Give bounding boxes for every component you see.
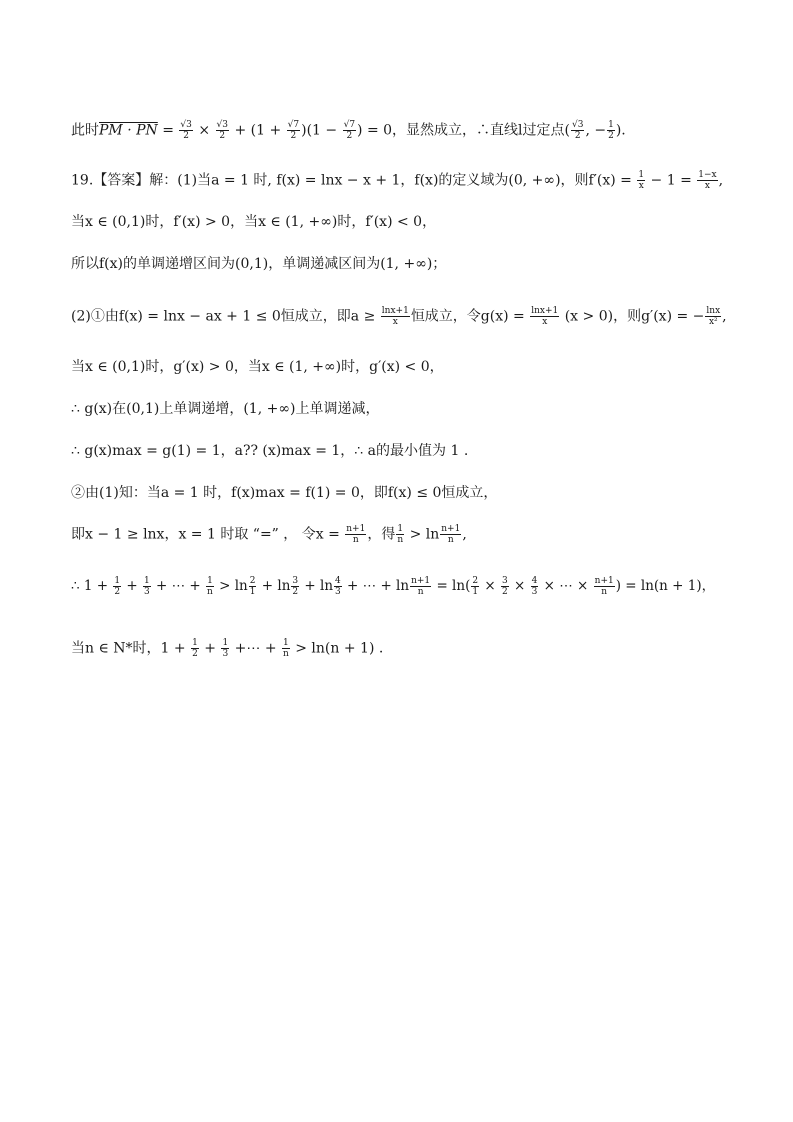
- line-5: (2)①由f(x) = lnx − ax + 1 ≤ 0恒成立，即a ≥ $\frac{\ln x+1}{x}$ 恒成立，令g(x) = $\frac{\ln x+1}{x}$ (x > 0)，则g′(x) = − $\frac{\ln x}{\text{x²}}$ ,: [71, 306, 727, 327]
- line-9: ②由(1)知：当a = 1 时，f(x)max = f(1) = 0，即f(x) ≤ 0恒成立，: [71, 485, 498, 501]
- fraction: $\frac{\ln x+1}{x}$: [531, 306, 559, 327]
- line-7: ∴ g(x)在(0,1)上单调递增，(1, +∞)上单调递减，: [71, 401, 380, 417]
- line-4: 所以f(x)的单调递增区间为(0,1)，单调递减区间为(1, +∞)；: [71, 256, 447, 272]
- line-3: 当x ∈ (0,1)时，f′(x) > 0，当x ∈ (1, +∞)时，f′(x) < 0，: [71, 214, 437, 230]
- line-11: ∴ 1 + $\frac{1}{2}$ + $\frac{1}{3}$ + ⋯ + $\frac{1}{n}$ > ln $\frac{2}{1}$ + ln $\frac{3}{2}$ + ln $\frac{4}{3}$ + ⋯ + ln $\frac{n+1}{n}$ = ln( $\frac{2}{1}$ × $\frac{3}{2}$ × $\frac{4}{3}$ × ⋯ × $\frac{n+1}{n}$ ) = ln(n + 1)，: [71, 576, 716, 597]
- fraction: $\frac{√3}{2}$: [216, 120, 228, 141]
- line-1: 此时PM · PN = $\frac{√3}{2}$ × $\frac{√3}{2}$ + (1 + $\frac{√7}{2}$ )(1 − $\frac{√7}{2}$ ) = 0，显然成立，∴直线l过定点( $\frac{√3}{2}$ , − $\frac{1}{2}$ ).: [71, 120, 626, 141]
- fraction: $\frac{4}{3}$: [335, 576, 341, 597]
- fraction: $\frac{3}{2}$: [292, 576, 299, 597]
- fraction: $\frac{n+1}{n}$: [346, 524, 366, 545]
- fraction: $\frac{√7}{2}$: [343, 120, 356, 141]
- fraction: $\frac{√7}{2}$: [287, 120, 300, 141]
- fraction: $\frac{1}{x}$: [638, 170, 645, 191]
- fraction: $\frac{1}{n}$: [207, 576, 213, 597]
- fraction: $\frac{n+1}{n}$: [411, 576, 431, 597]
- fraction: $\frac{4}{3}$: [531, 576, 538, 597]
- line-10: 即x − 1 ≥ lnx，x = 1 时取 “=” ， 令x = $\frac{n+1}{n}$ ，得 $\frac{1}{n}$ > ln $\frac{n+1}{n}$ ,: [71, 524, 467, 545]
- fraction: $\frac{n+1}{n}$: [594, 576, 614, 597]
- fraction: $\frac{1}{2}$: [608, 120, 614, 141]
- fraction: $\frac{1}{n}$: [283, 638, 289, 659]
- line-2: 19.【答案】解：(1)当a = 1 时, f(x) = lnx − x + 1，f(x)的定义域为(0, +∞)，则f′(x) = $\frac{1}{x}$ − 1 = $\frac{1-x}{x}$ ,: [71, 170, 724, 191]
- fraction: $\frac{3}{2}$: [501, 576, 508, 597]
- fraction: $\frac{1}{2}$: [114, 576, 121, 597]
- fraction: $\frac{\ln x}{\text{x²}}$: [706, 306, 721, 327]
- fraction: $\frac{2}{1}$: [249, 576, 256, 597]
- fraction: $\frac{1}{3}$: [144, 576, 150, 597]
- fraction: $\frac{1}{2}$: [192, 638, 198, 659]
- line-8: ∴ g(x)max = g(1) = 1，a?? (x)max = 1，∴ a的最小值为 1 .: [71, 443, 469, 459]
- fraction: $\frac{1-x}{x}$: [698, 170, 717, 191]
- fraction: $\frac{2}{1}$: [472, 576, 479, 597]
- line-6: 当x ∈ (0,1)时，g′(x) > 0，当x ∈ (1, +∞)时，g′(x) < 0，: [71, 359, 444, 375]
- fraction: $\frac{1}{n}$: [397, 524, 404, 545]
- fraction: $\frac{\ln x+1}{x}$: [381, 306, 409, 327]
- fraction: $\frac{1}{3}$: [222, 638, 229, 659]
- vector-pm-pn: PM · PN: [99, 122, 158, 139]
- line-12: 当n ∈ N*时，1 + $\frac{1}{2}$ + $\frac{1}{3}$ +⋯ + $\frac{1}{n}$ > ln(n + 1) .: [71, 638, 384, 659]
- fraction: $\frac{√3}{2}$: [572, 120, 584, 141]
- fraction: $\frac{√3}{2}$: [180, 120, 192, 141]
- fraction: $\frac{n+1}{n}$: [441, 524, 461, 545]
